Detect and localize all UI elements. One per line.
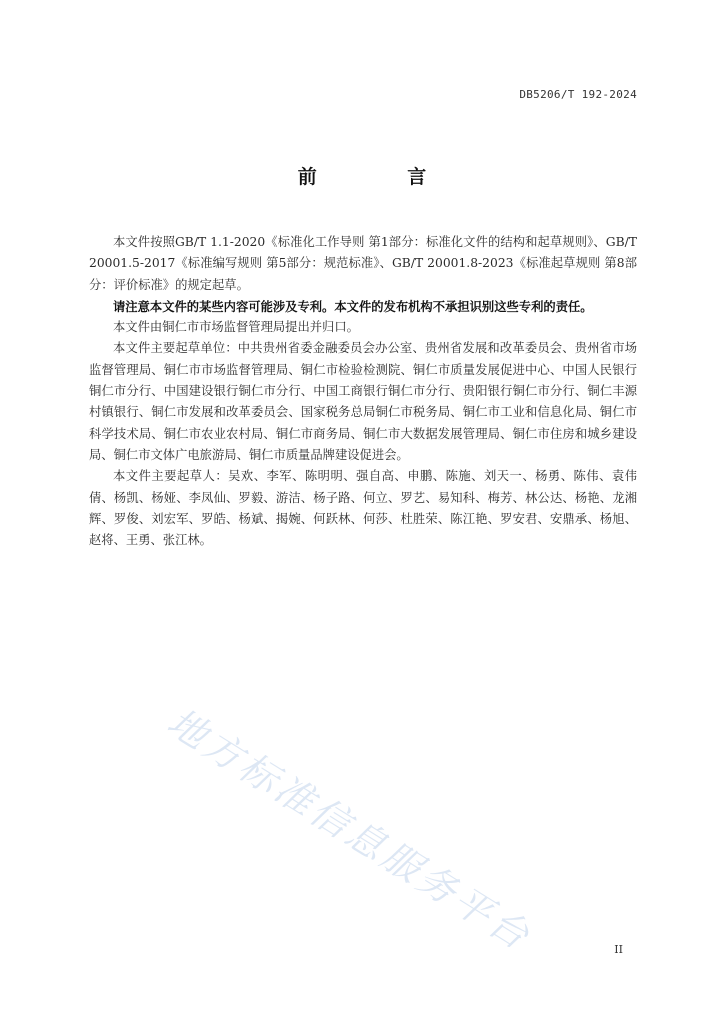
paragraph-drafting-units: 本文件主要起草单位：中共贵州省委金融委员会办公室、贵州省发展和改革委员会、贵州省市场监督管理局、铜仁市市场监督管理局、铜仁市检验检测院、铜仁市质量发展促进中心、中国人民银行铜仁市分行、中国建设银行铜仁市分行、中国工商银行铜仁市分行、贵阳银行铜仁市分行、铜仁丰源村镇银行、铜仁市发展和改革委员会、国家税务总局铜仁市税务局、铜仁市工业和信息化局、铜仁市科学技术局、铜仁市农业农村局、铜仁市商务局、铜仁市大数据发展管理局、铜仁市住房和城乡建设局、铜仁市文体广电旅游局、铜仁市质量品牌建设促进会。: [89, 341, 637, 462]
paragraph-drafters: 本文件主要起草人：吴欢、李军、陈明明、强自高、申鹏、陈施、刘天一、杨勇、陈伟、袁伟倩、杨凯、杨娅、李凤仙、罗毅、游洁、杨子路、何立、罗艺、易知科、梅芳、林公达、杨艳、龙湘辉、罗俊、刘宏军、罗皓、杨斌、揭婉、何跃林、何莎、杜胜荣、陈江艳、罗安君、安鼎承、杨旭、赵将、王勇、张江林。: [89, 469, 637, 548]
foreword-body: [89, 232, 637, 551]
paragraph-proposer: 本文件由铜仁市市场监督管理局提出并归口。: [113, 320, 359, 335]
watermark: 地方标准信息服务平台: [159, 699, 540, 960]
paragraph-patent-notice: 请注意本文件的某些内容可能涉及专利。本文件的发布机构不承担识别这些专利的责任。: [113, 298, 593, 314]
page-number: II: [614, 943, 623, 956]
paragraph-drafting-rules: 本文件按照GB/T 1.1-2020《标准化工作导则 第1部分：标准化文件的结构和起草规则》、GB/T 20001.5-2017《标准编写规则 第5部分：规范标准》、GB/T 20001.8-2023《标准起草规则 第8部分：评价标准》的规定起草。: [89, 235, 637, 292]
standard-code: DB5206/T 192-2024: [519, 88, 637, 101]
page-title: 前 言: [297, 166, 469, 188]
